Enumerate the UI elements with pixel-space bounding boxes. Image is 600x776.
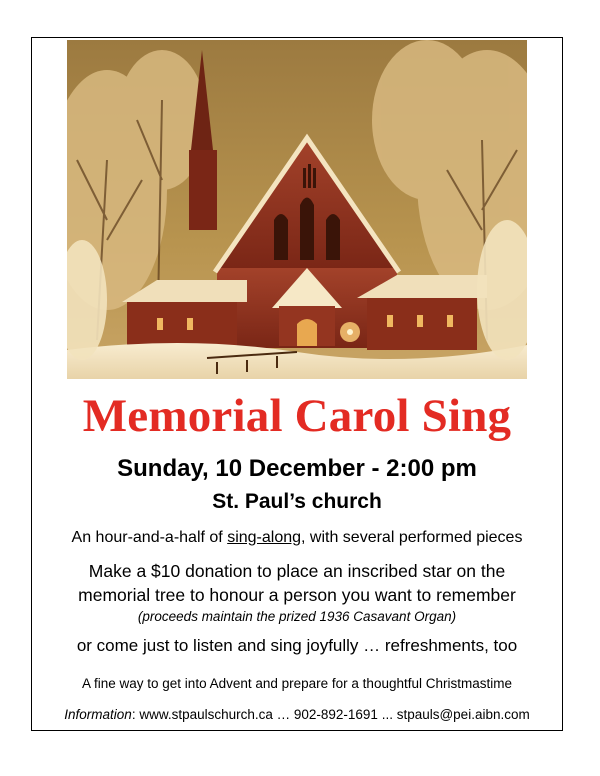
- event-description: [31, 529, 563, 547]
- contact-info: [31, 707, 563, 722]
- event-date-time: Sunday, 10 December - 2:00 pm: [117, 455, 477, 482]
- listen-text: or come just to listen and sing joyfully … refreshments, too: [76, 636, 518, 655]
- description-suffix: , with several performed pieces: [301, 529, 523, 546]
- donation-line-1: Make a $10 donation to place an inscribed star on the: [88, 561, 506, 581]
- event-title: Memorial Carol Sing: [82, 390, 512, 442]
- event-location: St. Paul’s church: [212, 490, 382, 513]
- description-underlined: sing-along: [227, 529, 302, 546]
- info-label: Information: [64, 707, 132, 722]
- donation-line-2: memorial tree to honour a person you want to remember: [78, 585, 516, 605]
- description-prefix: An hour-and-a-half of: [71, 529, 228, 546]
- donation-note: (proceeds maintain the prized 1936 Casavant Organ): [137, 609, 457, 624]
- advent-text: A fine way to get into Advent and prepare for a thoughtful Christmastime: [82, 676, 512, 691]
- info-details: : www.stpaulschurch.ca … 902-892-1691 ... stpauls@pei.aibn.com: [131, 707, 530, 722]
- church-photo: [67, 40, 527, 379]
